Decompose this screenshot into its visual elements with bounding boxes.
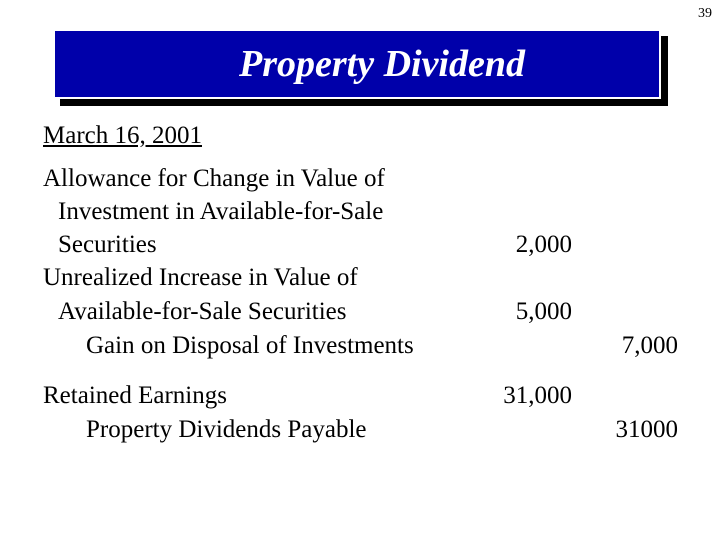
debit1-account-line1: Allowance for Change in Value of bbox=[43, 165, 385, 192]
credit2-account: Property Dividends Payable bbox=[86, 416, 367, 443]
debit3-amount: 31,000 bbox=[503, 382, 572, 409]
debit3-account: Retained Earnings bbox=[43, 382, 227, 409]
credit2-amount: 31000 bbox=[615, 416, 678, 443]
entry-date: March 16, 2001 bbox=[43, 122, 202, 149]
debit1-amount: 2,000 bbox=[515, 231, 572, 258]
page-number: 39 bbox=[698, 6, 712, 21]
debit1-account-line2: Investment in Available-for-Sale bbox=[58, 198, 384, 225]
credit1-account: Gain on Disposal of Investments bbox=[86, 332, 414, 359]
slide-title: Property Dividend bbox=[238, 43, 525, 85]
debit2-amount: 5,000 bbox=[515, 298, 572, 325]
debit2-account-line1: Unrealized Increase in Value of bbox=[43, 264, 358, 291]
debit1-account-line3: Securities bbox=[58, 231, 157, 258]
credit1-amount: 7,000 bbox=[621, 332, 678, 359]
debit2-account-line2: Available-for-Sale Securities bbox=[58, 298, 347, 325]
